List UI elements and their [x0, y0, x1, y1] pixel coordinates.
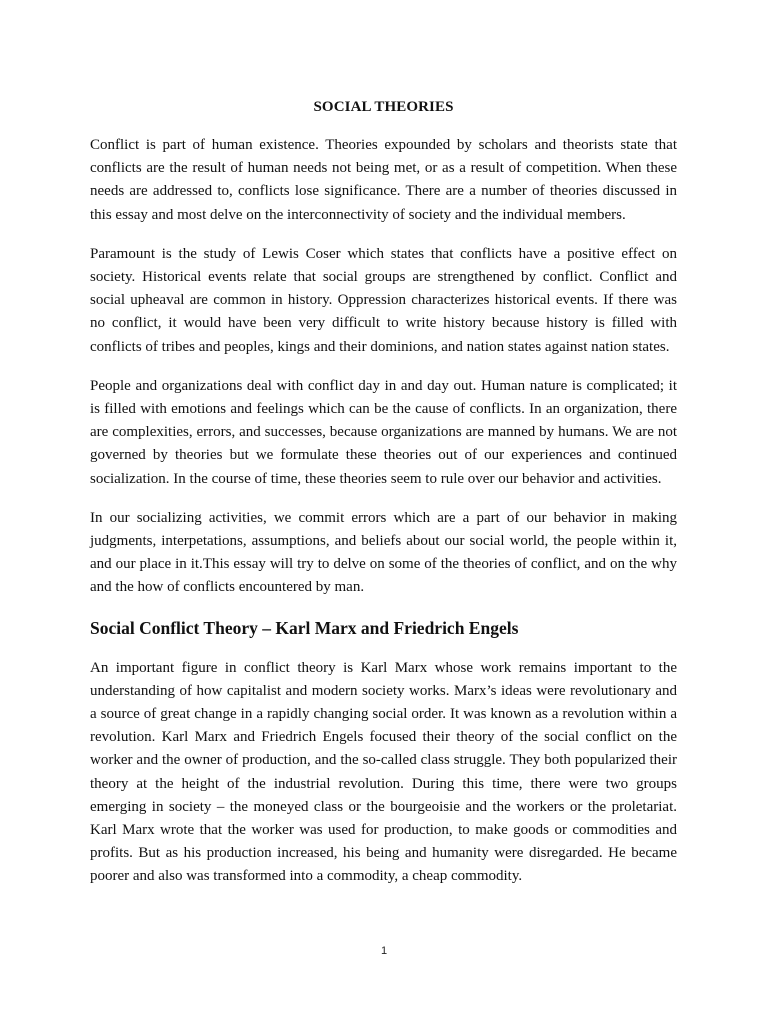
paragraph-coser: Paramount is the study of Lewis Coser which states that conflicts have a positive effect on society. Historical events relate that social groups are strengthened by conflict. Conflict and social upheaval are common in history. Oppression characterizes historical events. If there was no conflict, it would have been very difficult to write history because history is filled with conflicts of tribes and peoples, kings and their dominions, and nation states against nation states. [90, 245, 677, 355]
paragraph-organizations: People and organizations deal with conflict day in and day out. Human nature is complicated; it is filled with emotions and feelings which can be the cause of conflicts. In an organization, there are complexities, errors, and successes, because organizations are manned by humans. We are not governed by theories but we formulate these theories out of our experiences and continued socialization. In the course of time, these theories seem to rule over our behavior and activities. [90, 377, 677, 487]
document-title: SOCIAL THEORIES [313, 99, 454, 115]
page-number: 1 [380, 945, 388, 957]
paragraph-socializing: In our socializing activities, we commit errors which are a part of our behavior in making judgments, interpetations, assumptions, and beliefs about our social world, the people within it, and our place in it.This essay will try to delve on some of the theories of conflict, and on the why and the how of conflicts encountered by man. [90, 509, 677, 596]
section-heading: Social Conflict Theory – Karl Marx and Friedrich Engels [90, 617, 519, 638]
paragraph-marx: An important figure in conflict theory is Karl Marx whose work remains important to the understanding of how capitalist and modern society works. Marx’s ideas were revolutionary and a source of great change in a rapidly changing social order. It was known as a revolution within a revolution. Karl Marx and Friedrich Engels focused their theory of the social conflict on the worker and the owner of production, and the so-called class struggle. They both popularized their theory at the height of the industrial revolution. During this time, there were two groups emerging in society – the moneyed class or the bourgeoisie and the workers or the proletariat. Karl Marx wrote that the worker was used for production, to make goods or commodities and profits. But as his production increased, his being and humanity were disregarded. He became poorer and also was transformed into a commodity, a cheap commodity. [90, 659, 677, 885]
document-body [90, 96, 677, 905]
paragraph-intro: Conflict is part of human existence. Theories expounded by scholars and theorists state that conflicts are the result of human needs not being met, or as a result of competition. When these needs are addressed to, conflicts lose significance. There are a number of theories discussed in this essay and most delve on the interconnectivity of society and the individual members. [90, 137, 677, 223]
